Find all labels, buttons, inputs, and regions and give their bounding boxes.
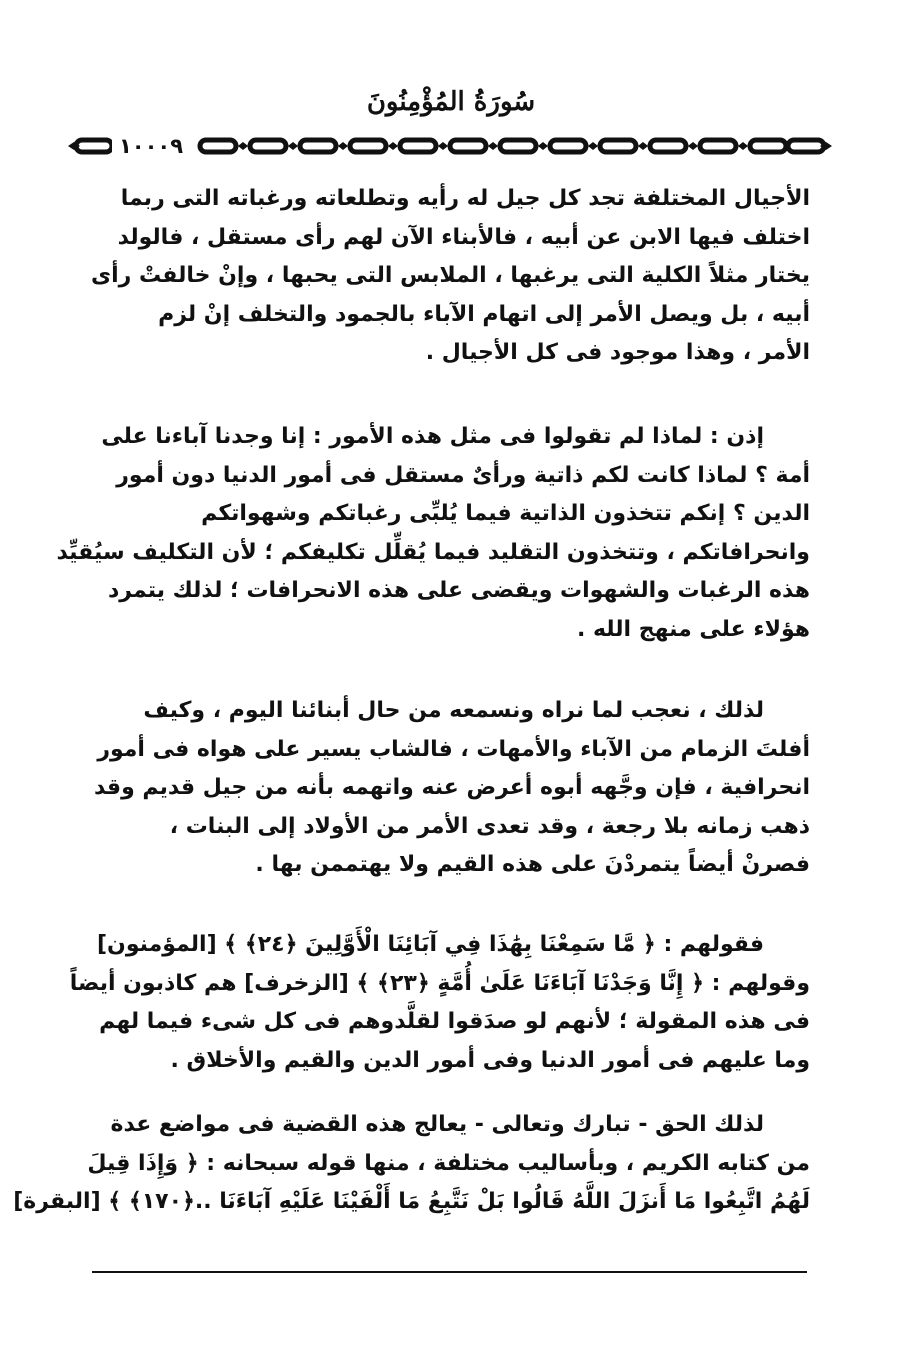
text-line: لذلك ، نعجب لما نراه ونسمعه من حال أبنائنا اليوم ، وكيف (143, 698, 764, 723)
paragraph-2 (56, 418, 810, 649)
text-line: أبيه ، بل ويصل الأمر إلى اتهام الآباء بالجمود والتخلف إنْ لزم (158, 301, 810, 327)
text-line: لذلك الحق - تبارك وتعالى - يعالج هذه القضية فى مواضع عدة (110, 1112, 764, 1137)
text-line: وما عليهم فى أمور الدنيا وفى أمور الدين والقيم والأخلاق . (170, 1047, 810, 1073)
text-line: هؤلاء على منهج الله . (576, 616, 810, 642)
text-line: هذه الرغبات والشهوات ويقضى على هذه الانحرافات ؛ لذلك يتمرد (107, 578, 810, 603)
text-line-quran-quote: فقولهم : ﴿ مَّا سَمِعْنَا بِهَٰذَا فِي آبَائِنَا الْأَوَّلِينَ ﴿٢٤﴾ ﴾ [المؤمنون] (97, 932, 764, 957)
text-line-quran-quote: لَهُمُ اتَّبِعُوا مَا أَنزَلَ اللَّهُ قَالُوا بَلْ نَتَّبِعُ مَا أَلْفَيْنَا عَلَيْهِ آبَاءَنَا ..﴿١٧٠﴾ ﴾ [البقرة] (13, 1189, 810, 1214)
footer-rule (92, 1271, 807, 1273)
text-line: الأمر ، وهذا موجود فى كل الأجيال . (425, 340, 810, 365)
text-line: أفلتَ الزمام من الآباء والأمهات ، فالشاب يسير على هواه فى أمور (97, 736, 810, 762)
page-number: ١٠٠٠٩ (112, 133, 190, 159)
text-line: أمة ؟ لماذا كانت لكم ذاتية ورأىٌ مستقل فى أمور الدنيا دون أمور (116, 462, 810, 488)
surah-title: سُورَةُ المُؤْمِنُونَ (366, 87, 536, 117)
text-line: انحرافية ، فإن وجَّهه أبوه أعرض عنه واتهمه بأنه من جيل قديم وقد (93, 775, 810, 800)
text-line-quran-quote: وقولهم : ﴿ إِنَّا وَجَدْنَا آبَاءَنَا عَلَىٰ أُمَّةٍ ﴿٢٣﴾ ﴾ [الزخرف] هم كاذبون أيضاً (69, 970, 810, 996)
text-line: يختار مثلاً الكلية التى يرغبها ، الملابس التى يحبها ، وإنْ خالفتْ رأى (90, 263, 810, 288)
text-line: ذهب زمانه بلا رجعة ، وقد تعدى الأمر من الأولاد إلى البنات ، (169, 813, 810, 839)
paragraph-1 (88, 180, 810, 373)
text-line: فصرنْ أيضاً يتمردْنَ على هذه القيم ولا يهتممن بها . (255, 852, 810, 877)
text-line: من كتابه الكريم ، وبأساليب مختلفة ، منها قوله سبحانه : ﴿ وَإِذَا قِيلَ (87, 1150, 810, 1176)
text-line: فى هذه المقولة ؛ لأنهم لو صدَقوا لقلَّدوهم فى كل شىء فيما لهم (99, 1009, 810, 1034)
paragraph-5 (13, 1106, 810, 1222)
text-line: الأجيال المختلفة تجد كل جيل له رأيه وتطلعاته ورغباته التى ربما (120, 186, 810, 211)
text-line: إذن : لماذا لم تقولوا فى مثل هذه الأمور : إنا وجدنا آباءنا على (101, 424, 764, 449)
text-line: اختلف فيها الابن عن أبيه ، فالأبناء الآن لهم رأى مستقل ، فالولد (117, 224, 810, 250)
paragraph-3 (88, 692, 810, 885)
text-line: وانحرافاتكم ، وتتخذون التقليد فيما يُقلِّل تكليفكم ؛ لأن التكليف سيُقيِّد (56, 539, 810, 565)
text-line: الدين ؟ إنكم تتخذون الذاتية فيما يُلبِّى رغباتكم وشهواتكم (201, 501, 810, 526)
paragraph-4 (69, 926, 810, 1080)
